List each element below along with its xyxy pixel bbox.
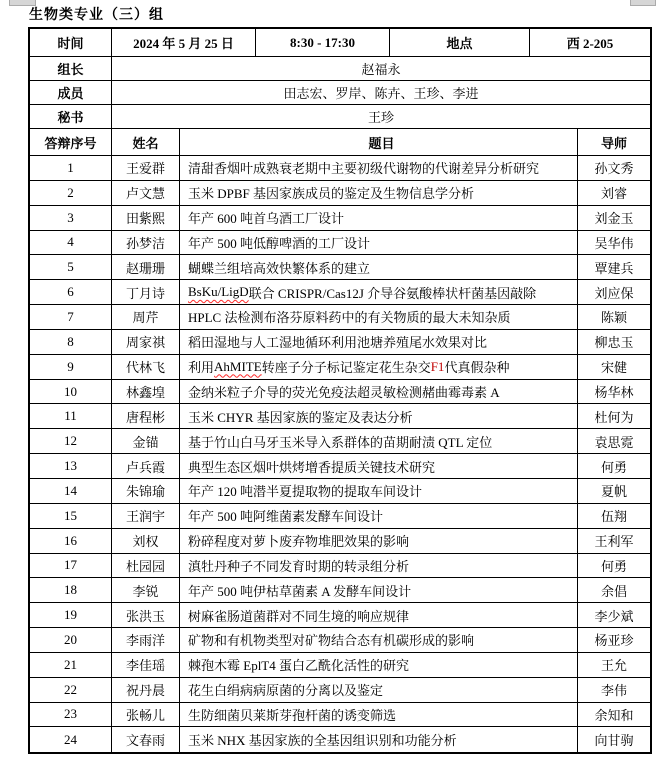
cell-thesis-title: 年产 600 吨首乌酒工厂设计: [180, 206, 578, 230]
cell-thesis-title: 花生白绢病病原菌的分离以及鉴定: [180, 678, 578, 702]
cell-advisor-name: 何勇: [600, 459, 627, 475]
cell-advisor-name: 陈颖: [600, 310, 627, 326]
cell-thesis-title: [180, 280, 578, 304]
cell-defense-no: 3: [30, 206, 112, 230]
cell-defense-no: 22: [30, 678, 112, 702]
table-row: [30, 305, 650, 330]
members-label: 成员: [30, 81, 112, 104]
info-row: [30, 29, 650, 57]
thesis-title-segment: 代真假杂种: [444, 360, 510, 376]
cell-advisor-name: 王利军: [594, 534, 634, 550]
time-label: 时间: [30, 29, 112, 56]
cell-advisor-name: 李伟: [600, 683, 627, 699]
cell-thesis-title: 粉碎程度对萝卜废弃物堆肥效果的影响: [180, 529, 578, 553]
cell-defense-no: 17: [30, 554, 112, 578]
cell-student-name: 张洪玉: [112, 603, 180, 627]
column-header-row: [30, 129, 650, 156]
cell-thesis-title: 棘孢木霉 EplT4 蛋白乙酰化活性的研究: [180, 653, 578, 677]
cell-advisor-name: 刘应保: [594, 285, 634, 301]
cell-student-name: 杜园园: [112, 554, 180, 578]
cell-advisor-name: 吴华伟: [594, 235, 634, 251]
cell-student-name: 代林飞: [112, 355, 180, 379]
cell-thesis-title: 树麻雀肠道菌群对不同生境的响应规律: [180, 603, 578, 627]
cell-defense-no: 15: [30, 504, 112, 528]
time-range: 8:30 - 17:30: [256, 29, 390, 56]
cell-student-name: 李锐: [112, 578, 180, 602]
table-row: [30, 380, 650, 405]
cell-thesis-title: 蝴蝶兰组培高效快繁体系的建立: [180, 255, 578, 279]
cell-student-name: 王爱群: [112, 156, 180, 180]
cell-thesis-title: 稻田湿地与人工湿地循环利用池塘养殖尾水效果对比: [180, 330, 578, 354]
cell-student-name: 卢文慧: [112, 181, 180, 205]
members-value: 田志宏、罗岸、陈卉、王珍、李进: [283, 86, 479, 101]
table-row: [30, 678, 650, 703]
table-row: [30, 727, 650, 752]
cell-defense-no: 21: [30, 653, 112, 677]
cell-defense-no: 4: [30, 231, 112, 255]
cell-defense-no: 18: [30, 578, 112, 602]
cell-student-name: 金锚: [112, 429, 180, 453]
cell-advisor-name: 王允: [600, 658, 627, 674]
cell-thesis-title: 典型生态区烟叶烘烤增香提质关键技术研究: [180, 454, 578, 478]
leader-value: 赵福永: [361, 62, 401, 77]
leader-row: [30, 57, 650, 81]
cell-defense-no: 10: [30, 380, 112, 404]
cell-thesis-title: 玉米 NHX 基因家族的全基因组识别和功能分析: [180, 727, 578, 752]
table-row: [30, 603, 650, 628]
table-row: [30, 454, 650, 479]
cell-defense-no: 7: [30, 305, 112, 329]
secretary-value: 王珍: [367, 110, 394, 125]
cell-student-name: 田紫熙: [112, 206, 180, 230]
table-row: [30, 653, 650, 678]
cell-advisor-name: 孙文秀: [594, 161, 634, 177]
table-row: [30, 231, 650, 256]
cell-advisor-name: 何勇: [600, 558, 627, 574]
cell-defense-no: 23: [30, 703, 112, 727]
cell-defense-no: 8: [30, 330, 112, 354]
cell-thesis-title: 年产 500 吨低醇啤酒的工厂设计: [180, 231, 578, 255]
cell-student-name: 文春雨: [112, 727, 180, 752]
cell-defense-no: 1: [30, 156, 112, 180]
cell-student-name: 林鑫堭: [112, 380, 180, 404]
cell-thesis-title: 年产 500 吨伊枯草菌素 A 发酵车间设计: [180, 578, 578, 602]
cell-defense-no: 20: [30, 628, 112, 652]
cell-student-name: 张畅儿: [112, 703, 180, 727]
date-value: 2024 年 5 月 25 日: [112, 29, 256, 56]
cell-thesis-title: 年产 120 吨潜半夏提取物的提取车间设计: [180, 479, 578, 503]
members-row: [30, 81, 650, 105]
cell-thesis-title: 滇牡丹种子不同发育时期的转录组分析: [180, 554, 578, 578]
cell-student-name: 卢兵霞: [112, 454, 180, 478]
thesis-title-misspell-segment: BsKu/LigD: [188, 284, 249, 300]
cell-thesis-title: 生防细菌贝莱斯芽孢杆菌的诱变筛选: [180, 703, 578, 727]
table-row: [30, 330, 650, 355]
cell-advisor-name: 覃建兵: [594, 260, 634, 276]
cell-student-name: 李雨洋: [112, 628, 180, 652]
cell-advisor-name: 宋健: [600, 360, 627, 376]
cell-advisor-name: 李少斌: [594, 608, 634, 624]
cell-advisor-name: 余倡: [600, 583, 627, 599]
cell-advisor-name: 杜何为: [594, 409, 634, 425]
table-row: [30, 206, 650, 231]
header-advisor: 导师: [600, 135, 627, 151]
cell-advisor-name: 刘睿: [600, 186, 627, 202]
cell-defense-no: 16: [30, 529, 112, 553]
cell-student-name: 王润宇: [112, 504, 180, 528]
thesis-title-segment: 联合 CRISPR/Cas12J 介导谷氨酸棒状杆菌基因敲除: [248, 285, 537, 301]
header-no: 答辩序号: [30, 129, 112, 155]
thesis-title-segment: 利用: [188, 360, 215, 376]
cell-student-name: 周家祺: [112, 330, 180, 354]
table-row: [30, 703, 650, 728]
leader-label: 组长: [30, 57, 112, 80]
thesis-title-red-text-segment: F1: [430, 358, 445, 374]
table-row: [30, 355, 650, 380]
table-row: [30, 529, 650, 554]
location-label: 地点: [390, 29, 530, 56]
page-title: 生物类专业（三）组: [29, 8, 164, 23]
cell-student-name: 丁月诗: [112, 280, 180, 304]
table-row: [30, 280, 650, 305]
cell-defense-no: 24: [30, 727, 112, 752]
cell-advisor-name: 袁思霓: [594, 434, 634, 450]
cell-advisor-name: 余知和: [594, 707, 634, 723]
cell-advisor-name: 向甘驹: [594, 733, 634, 749]
secretary-label: 秘书: [30, 105, 112, 128]
schedule-table: [28, 27, 652, 754]
table-row: [30, 255, 650, 280]
cell-defense-no: 12: [30, 429, 112, 453]
cell-thesis-title: 金纳米粒子介导的荧光免疫法超灵敏检测赭曲霉毒素 A: [180, 380, 578, 404]
cell-student-name: 刘权: [112, 529, 180, 553]
cell-student-name: 祝丹晨: [112, 678, 180, 702]
cell-student-name: 朱锦瑜: [112, 479, 180, 503]
cell-defense-no: 11: [30, 404, 112, 428]
thesis-title-segment: 转座子分子标记鉴定花生杂交: [261, 360, 431, 376]
roster-body: [30, 156, 650, 752]
cell-thesis-title: 玉米 DPBF 基因家族成员的鉴定及生物信息学分析: [180, 181, 578, 205]
table-row: [30, 628, 650, 653]
cell-thesis-title: 年产 500 吨阿维菌素发酵车间设计: [180, 504, 578, 528]
cell-defense-no: 19: [30, 603, 112, 627]
cell-advisor-name: 杨华林: [594, 385, 634, 401]
cell-defense-no: 14: [30, 479, 112, 503]
header-name: 姓名: [112, 129, 180, 155]
cell-student-name: 周芹: [112, 305, 180, 329]
cell-defense-no: 5: [30, 255, 112, 279]
cell-thesis-title: [180, 355, 578, 379]
header-title: 题目: [180, 129, 578, 155]
cell-student-name: 唐程彬: [112, 404, 180, 428]
table-row: [30, 578, 650, 603]
secretary-row: [30, 105, 650, 129]
cell-student-name: 赵珊珊: [112, 255, 180, 279]
cell-defense-no: 2: [30, 181, 112, 205]
cell-defense-no: 6: [30, 280, 112, 304]
cell-thesis-title: 矿物和有机物类型对矿物结合态有机碳形成的影响: [180, 628, 578, 652]
cell-defense-no: 9: [30, 355, 112, 379]
cell-advisor-name: 刘金玉: [594, 211, 634, 227]
cell-student-name: 孙梦洁: [112, 231, 180, 255]
table-row: [30, 156, 650, 181]
cell-thesis-title: 基于竹山白马牙玉米导入系群体的苗期耐渍 QTL 定位: [180, 429, 578, 453]
cell-advisor-name: 杨亚珍: [594, 633, 634, 649]
cell-advisor-name: 柳忠玉: [594, 335, 634, 351]
table-row: [30, 181, 650, 206]
cell-advisor-name: 夏帆: [600, 484, 627, 500]
thesis-title-misspell-segment: AhMITE: [214, 358, 262, 374]
cell-advisor-name: 伍翔: [600, 509, 627, 525]
table-row: [30, 429, 650, 454]
table-row: [30, 404, 650, 429]
cell-student-name: 李佳瑶: [112, 653, 180, 677]
cell-thesis-title: 清甜香烟叶成熟衰老期中主要初级代谢物的代谢差异分析研究: [180, 156, 578, 180]
cell-thesis-title: HPLC 法检测布洛芬原料药中的有关物质的最大未知杂质: [180, 305, 578, 329]
table-row: [30, 554, 650, 579]
page-edge-fragment-right: [630, 0, 656, 6]
table-row: [30, 504, 650, 529]
cell-thesis-title: 玉米 CHYR 基因家族的鉴定及表达分析: [180, 404, 578, 428]
table-row: [30, 479, 650, 504]
cell-defense-no: 13: [30, 454, 112, 478]
location-value: 西 2-205: [566, 36, 614, 51]
